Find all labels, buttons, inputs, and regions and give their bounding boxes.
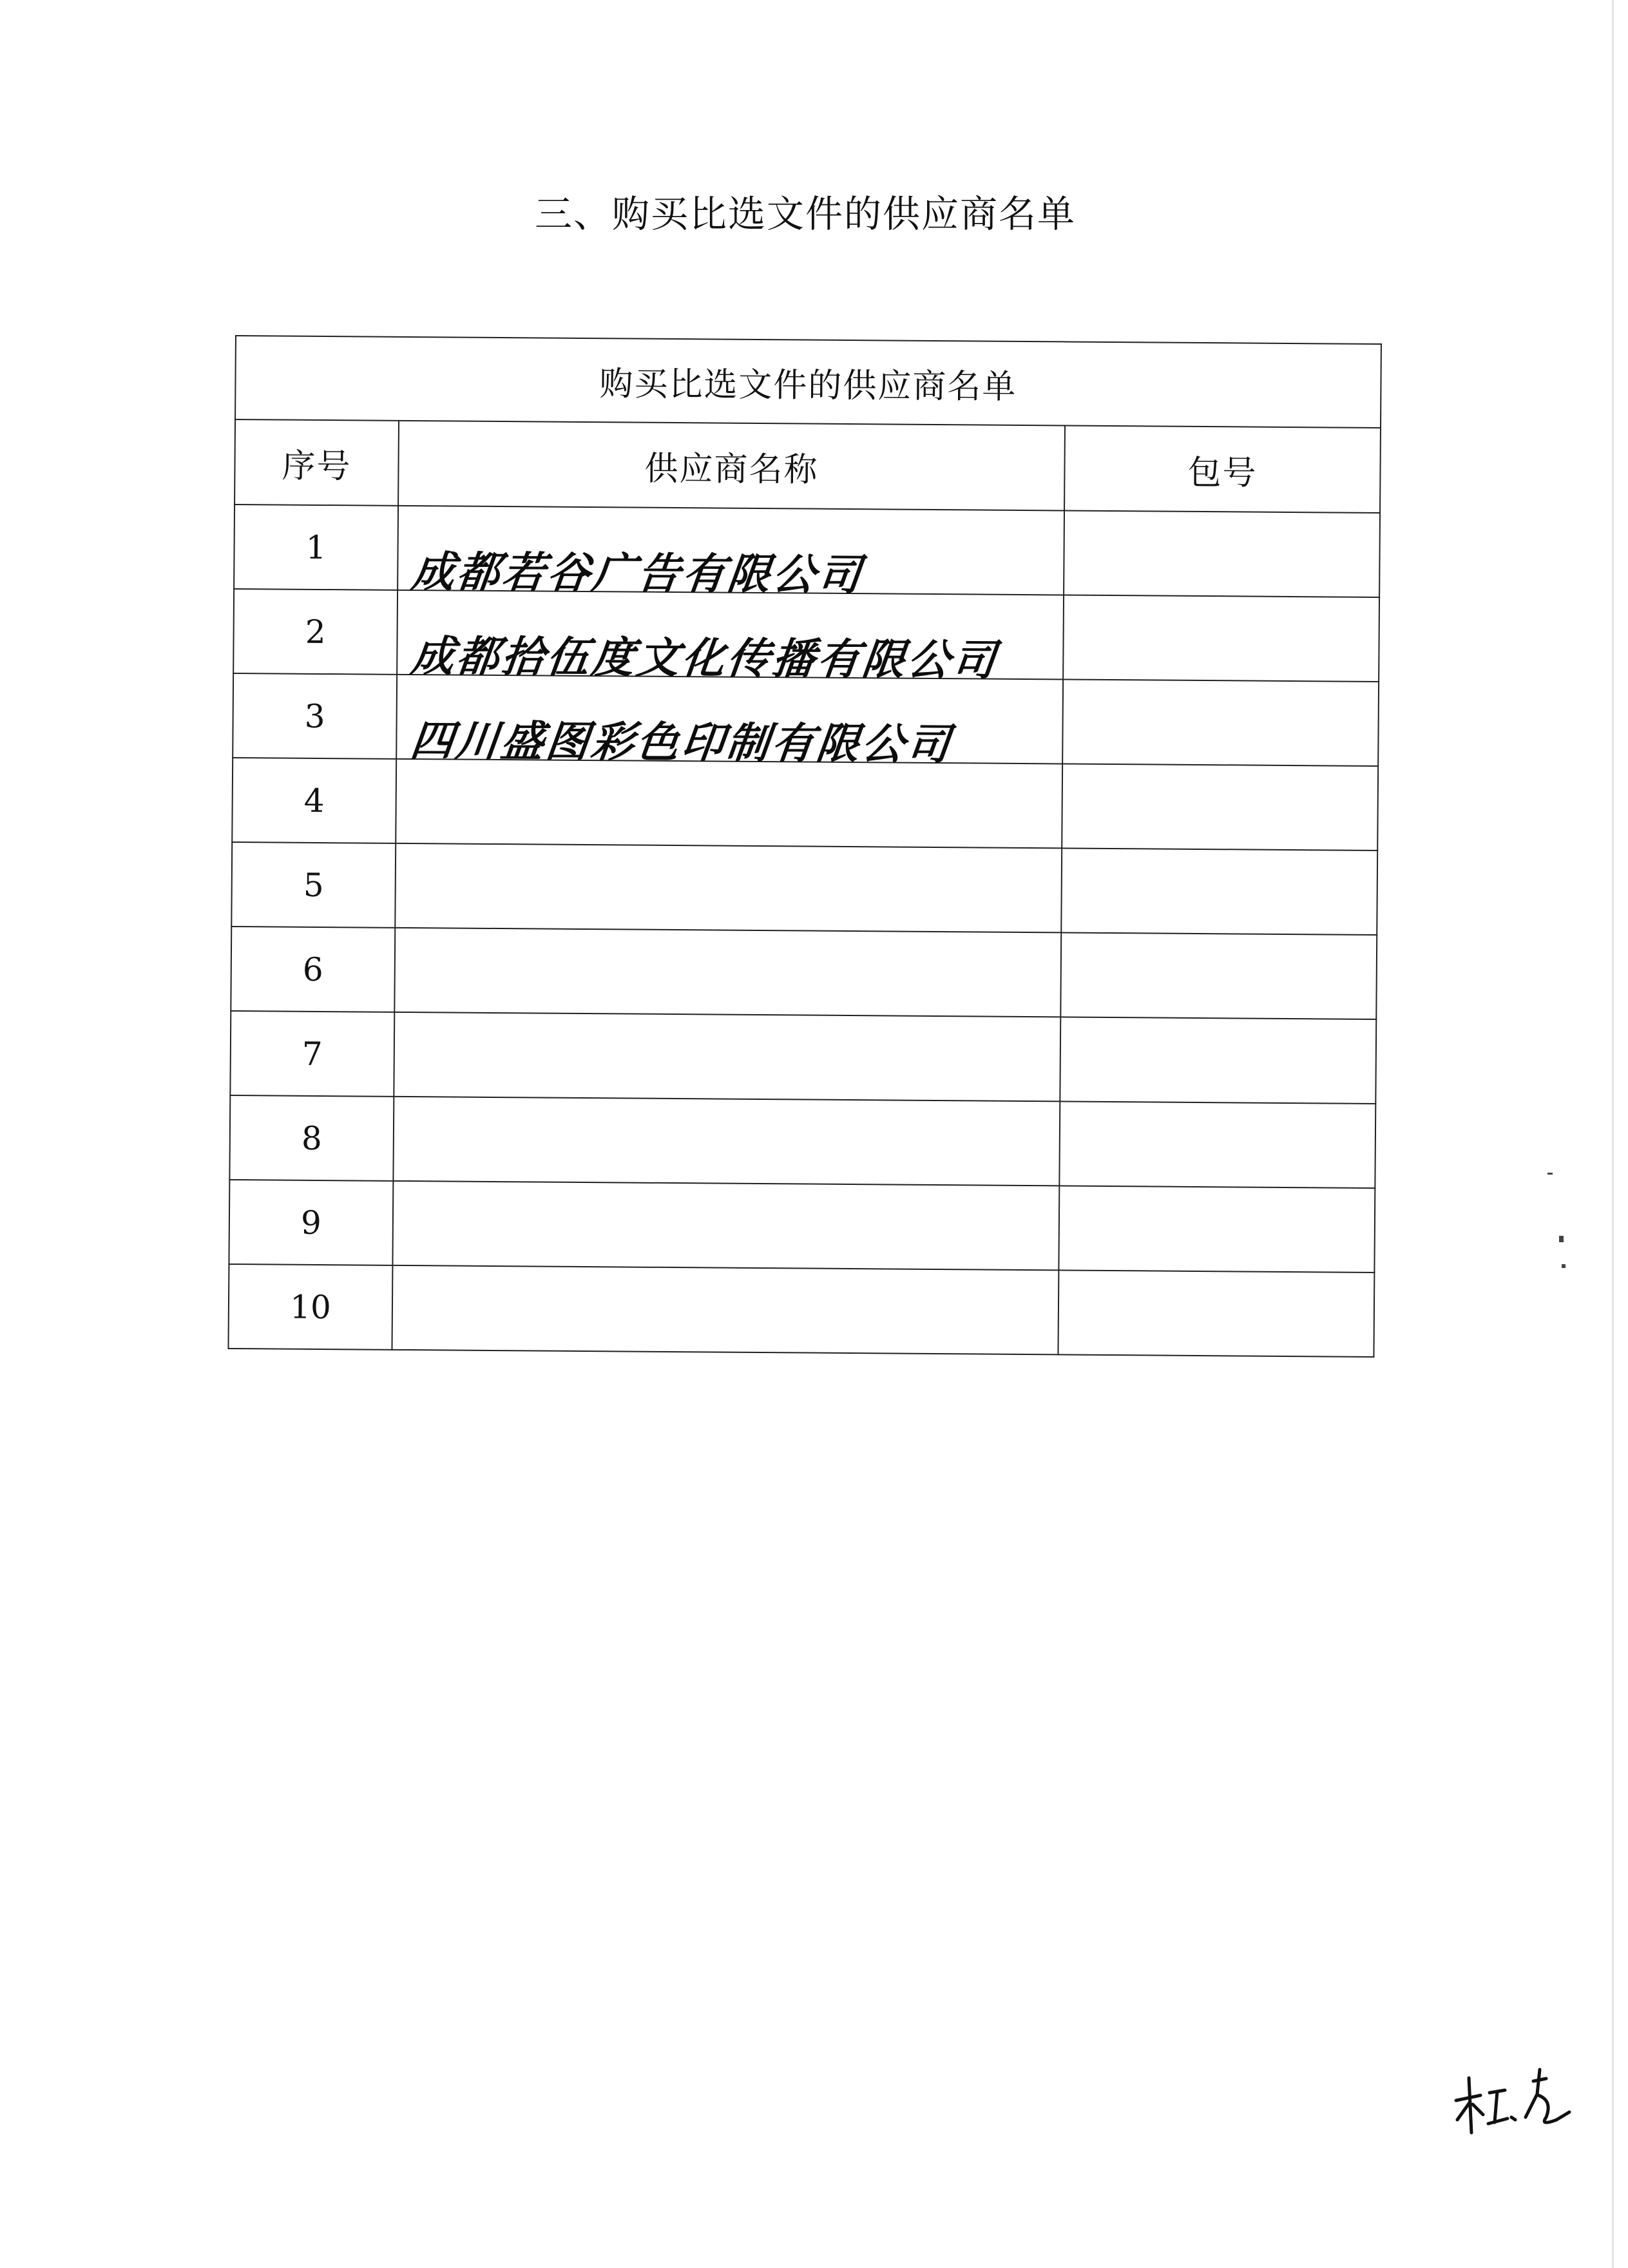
supplier-table (227, 335, 1381, 1358)
package-cell (1060, 932, 1377, 1019)
table-header-row (235, 419, 1381, 513)
supplier-name-cell (397, 506, 1064, 601)
package-cell (1063, 595, 1379, 682)
table-row (233, 589, 1379, 682)
table-caption: 购买比选文件的供应商名单 (235, 336, 1381, 428)
column-header-index: 序号 (235, 419, 399, 506)
package-cell (1062, 764, 1378, 850)
column-header-package: 包号 (1064, 425, 1381, 513)
package-cell (1058, 1186, 1375, 1273)
supplier-name-handwritten: 四川盛图彩色印制有限公司 (408, 716, 955, 770)
supplier-name-cell (392, 1181, 1059, 1271)
table-row (229, 1095, 1375, 1188)
margin-mark (1559, 1236, 1564, 1242)
table-row (231, 927, 1377, 1019)
column-header-name: 供应商名称 (398, 421, 1065, 511)
supplier-name-cell (396, 759, 1062, 849)
table-row (233, 673, 1379, 766)
row-index: 1 (234, 505, 398, 590)
supplier-name-cell (392, 1265, 1058, 1355)
row-index: 10 (228, 1264, 392, 1350)
supplier-name-handwritten: 成都拾伍度文化传播有限公司 (408, 631, 1001, 686)
supplier-name-handwritten: 成都若谷广告有限公司 (409, 547, 866, 601)
supplier-name-cell (395, 843, 1062, 933)
row-index: 7 (230, 1011, 394, 1097)
table-row (230, 1011, 1376, 1104)
package-cell (1058, 1270, 1374, 1357)
table-body (228, 505, 1380, 1357)
row-index: 8 (229, 1095, 394, 1181)
supplier-name-cell (393, 1097, 1060, 1186)
table-row (234, 505, 1380, 597)
supplier-name-cell (394, 1012, 1060, 1102)
package-cell (1060, 1017, 1376, 1104)
package-cell (1062, 679, 1379, 766)
row-index: 2 (233, 589, 397, 675)
supplier-name-cell (394, 928, 1061, 1017)
table-row (229, 1180, 1375, 1273)
table-row (232, 758, 1378, 850)
package-cell (1061, 848, 1377, 935)
package-cell (1059, 1101, 1375, 1188)
margin-mark (1547, 1173, 1553, 1175)
row-index: 3 (233, 673, 397, 759)
row-index: 9 (229, 1180, 393, 1265)
supplier-name-cell (397, 590, 1064, 686)
table-row (231, 842, 1377, 935)
page-heading: 三、购买比选文件的供应商名单 (534, 192, 1076, 236)
handwritten-signature (1443, 2055, 1591, 2146)
package-cell (1064, 510, 1380, 597)
table-caption-row (235, 336, 1381, 428)
scan-edge (1612, 0, 1614, 2268)
row-index: 6 (231, 927, 395, 1012)
row-index: 5 (231, 842, 396, 928)
table-row (228, 1264, 1374, 1357)
supplier-name-cell (396, 675, 1063, 770)
margin-mark (1562, 1264, 1566, 1268)
row-index: 4 (232, 758, 396, 843)
